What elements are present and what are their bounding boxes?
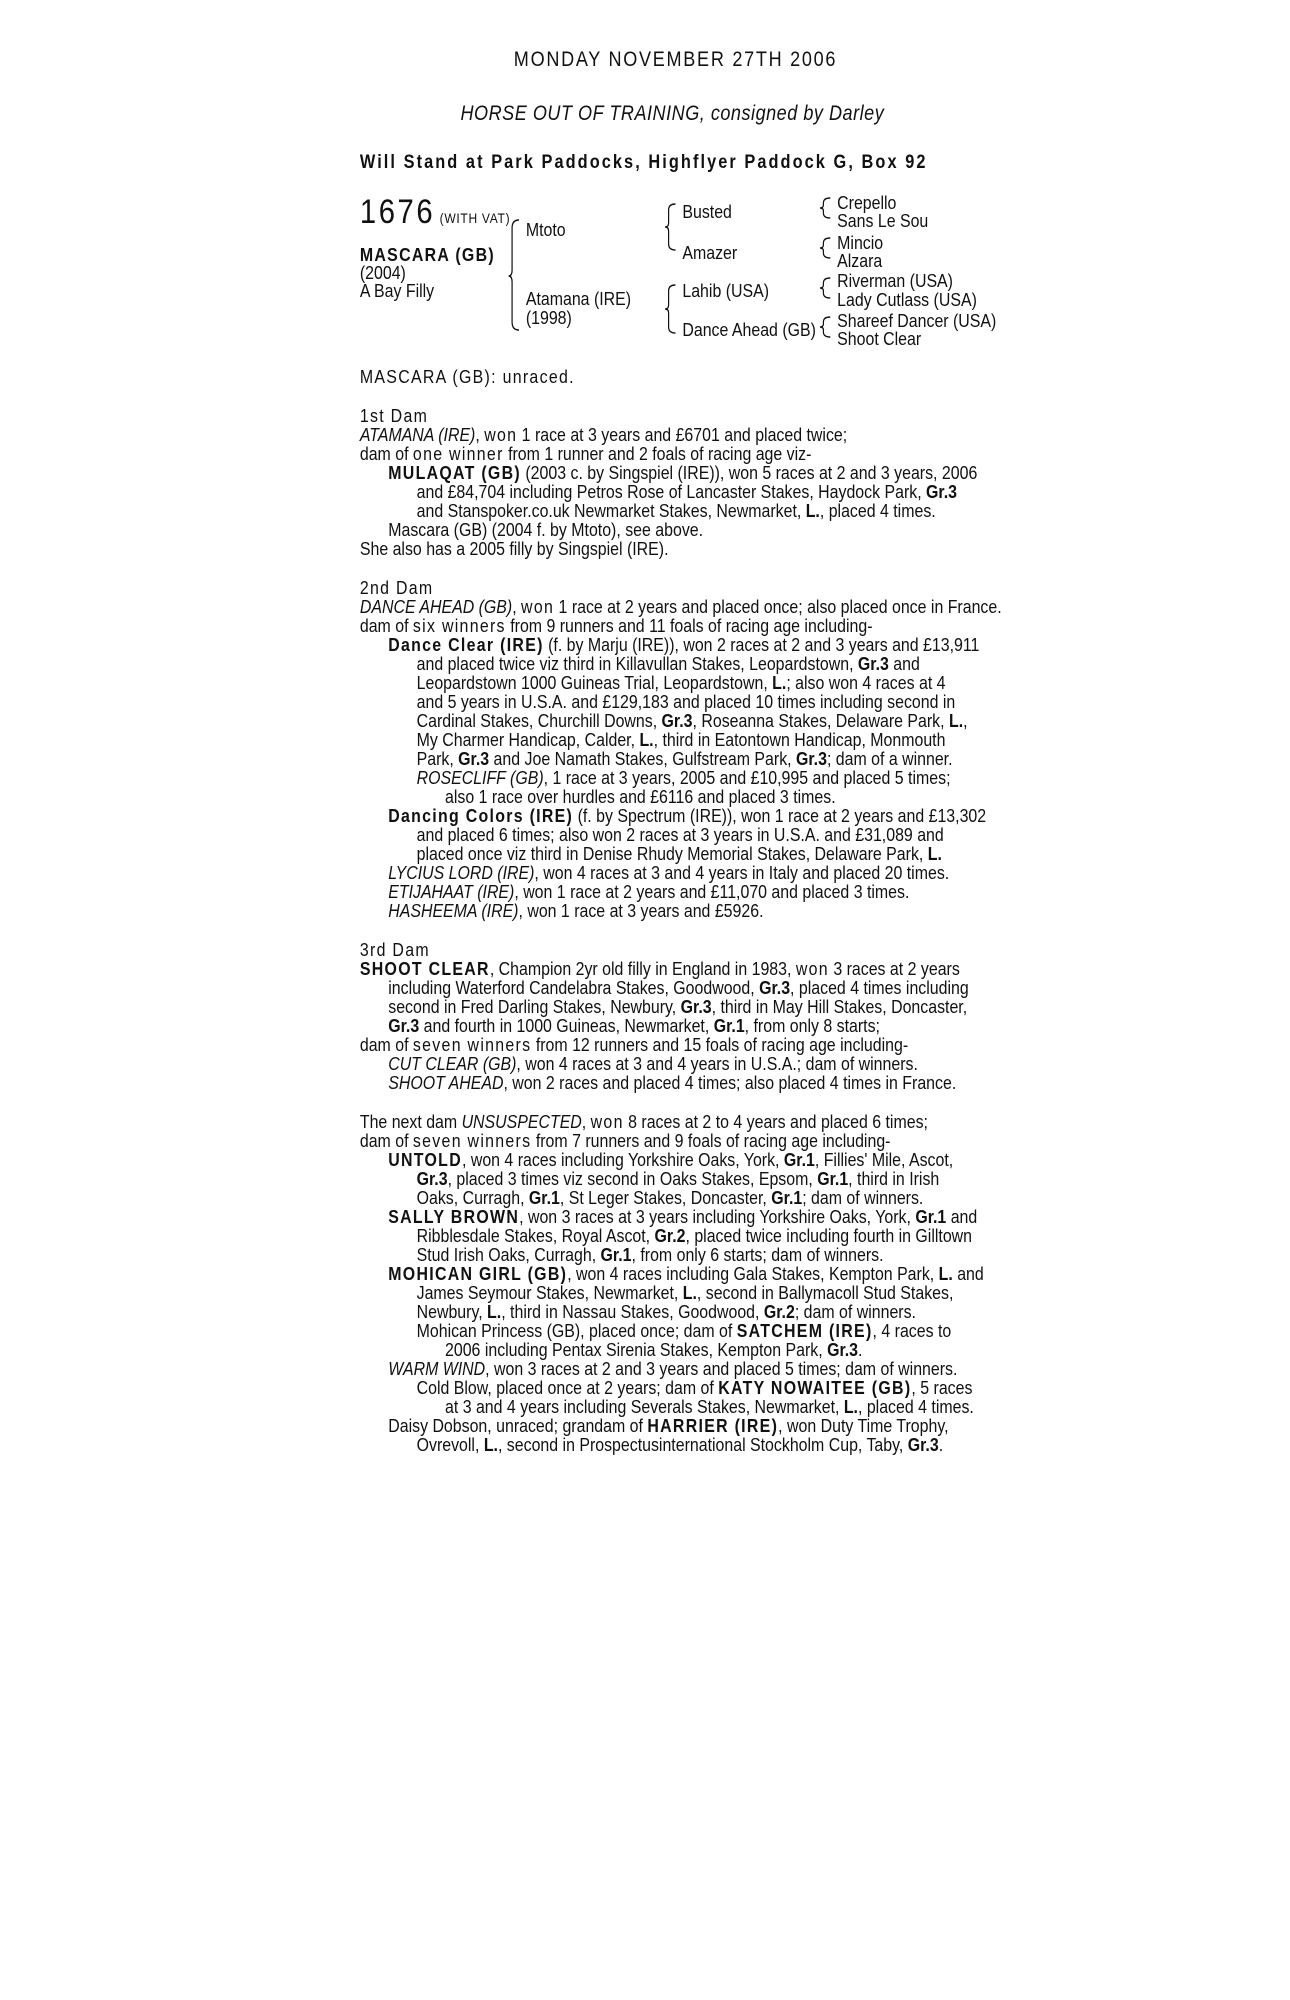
second-dam-line: and placed twice viz third in Killavullan Stakes, Leopardstown, Gr.3 and bbox=[416, 653, 920, 674]
second-dam-line: dam of six winners from 9 runners and 11 foals of racing age including- bbox=[359, 615, 873, 636]
second-dam-line: placed once viz third in Denise Rhudy Memorial Stakes, Delaware Park, L. bbox=[416, 843, 942, 864]
second-dam-line: Dance Clear (IRE) (f. by Marju (IRE)), won 2 races at 2 and 3 years and £13,911 bbox=[388, 634, 980, 655]
third-dam-heading: 3rd Dam bbox=[359, 939, 430, 960]
second-dam-line: Leopardstown 1000 Guineas Trial, Leopardstown, L.; also won 4 races at 4 bbox=[416, 672, 946, 693]
race-record: MASCARA (GB): unraced. bbox=[359, 366, 575, 387]
next-dam-line: WARM WIND, won 3 races at 2 and 3 years and placed 5 times; dam of winners. bbox=[388, 1358, 958, 1379]
first-dam-line: and Stanspoker.co.uk Newmarket Stakes, Newmarket, L., placed 4 times. bbox=[416, 500, 936, 521]
lot-heading bbox=[360, 194, 510, 230]
second-dam-line: My Charmer Handicap, Calder, L., third in Eatontown Handicap, Monmouth bbox=[416, 729, 946, 750]
third-dam-line: including Waterford Candelabra Stakes, Goodwood, Gr.3, placed 4 times including bbox=[388, 977, 969, 998]
pedigree-sire-sire: Busted bbox=[682, 201, 732, 222]
sale-date: MONDAY NOVEMBER 27TH 2006 bbox=[513, 48, 838, 71]
foaling-year: (2004) bbox=[359, 262, 406, 283]
vat-note: (WITH VAT) bbox=[439, 210, 511, 226]
first-dam-heading: 1st Dam bbox=[359, 405, 429, 426]
second-dam-line: Cardinal Stakes, Churchill Downs, Gr.3, Roseanna Stakes, Delaware Park, L., bbox=[416, 710, 968, 731]
pedigree-sire-dam: Amazer bbox=[682, 242, 738, 263]
next-dam-line: James Seymour Stakes, Newmarket, L., second in Ballymacoll Stud Stakes, bbox=[416, 1282, 954, 1303]
first-dam-line: MULAQAT (GB) (2003 c. by Singspiel (IRE)), won 5 races at 2 and 3 years, 2006 bbox=[388, 462, 978, 483]
pedigree-dam-year: (1998) bbox=[525, 307, 572, 328]
next-dam-line: Ovrevoll, L., second in Prospectusinternational Stockholm Cup, Taby, Gr.3. bbox=[416, 1434, 944, 1455]
pedigree-bracket-busted bbox=[820, 196, 832, 220]
next-dam-line: Gr.3, placed 3 times viz second in Oaks Stakes, Epsom, Gr.1, third in Irish bbox=[416, 1168, 940, 1189]
next-dam-line: Mohican Princess (GB), placed once; dam of SATCHEM (IRE), 4 races to bbox=[416, 1320, 952, 1341]
pedigree-bracket-dam bbox=[665, 283, 677, 335]
pedigree-g3-alzara: Alzara bbox=[837, 250, 883, 271]
first-dam-line: Mascara (GB) (2004 f. by Mtoto), see above. bbox=[388, 519, 704, 540]
next-dam-line: SALLY BROWN, won 3 races at 3 years including Yorkshire Oaks, York, Gr.1 and bbox=[388, 1206, 978, 1227]
stand-location: Will Stand at Park Paddocks, Highflyer Paddock G, Box 92 bbox=[359, 152, 928, 173]
second-dam-line: ETIJAHAAT (IRE), won 1 race at 2 years and £11,070 and placed 3 times. bbox=[388, 881, 910, 902]
next-dam-line: 2006 including Pentax Sirenia Stakes, Kempton Park, Gr.3. bbox=[444, 1339, 863, 1360]
pedigree-g3-crepello: Crepello bbox=[837, 192, 897, 213]
catalogue-page bbox=[92, 0, 1201, 2000]
pedigree-bracket-parents bbox=[509, 218, 521, 333]
first-dam-line: She also has a 2005 filly by Singspiel (IRE). bbox=[359, 538, 669, 559]
next-dam-line: MOHICAN GIRL (GB), won 4 races including Gala Stakes, Kempton Park, L. and bbox=[388, 1263, 984, 1284]
second-dam-line: and placed 6 times; also won 2 races at 3 years in U.S.A. and £31,089 and bbox=[416, 824, 944, 845]
next-dam-line: UNTOLD, won 4 races including Yorkshire Oaks, York, Gr.1, Fillies' Mile, Ascot, bbox=[388, 1149, 954, 1170]
pedigree-dam: Atamana (IRE) bbox=[525, 288, 632, 309]
next-dam-line: Ribblesdale Stakes, Royal Ascot, Gr.2, placed twice including fourth in Gilltown bbox=[416, 1225, 973, 1246]
second-dam-heading: 2nd Dam bbox=[359, 577, 434, 598]
lot-number: 1676 bbox=[359, 193, 436, 231]
horse-description: A Bay Filly bbox=[359, 280, 435, 301]
third-dam-line: dam of seven winners from 12 runners and 15 foals of racing age including- bbox=[359, 1034, 909, 1055]
first-dam-line: ATAMANA (IRE), won 1 race at 3 years and £6701 and placed twice; bbox=[359, 424, 848, 445]
pedigree-bracket-lahib bbox=[820, 276, 832, 300]
pedigree-dam-sire: Lahib (USA) bbox=[682, 280, 770, 301]
pedigree-g3-mincio: Mincio bbox=[837, 232, 884, 253]
pedigree-bracket-sire bbox=[665, 202, 677, 252]
pedigree-dam-dam: Dance Ahead (GB) bbox=[682, 319, 816, 340]
next-dam-line: The next dam UNSUSPECTED, won 8 races at 2 to 4 years and placed 6 times; bbox=[359, 1111, 928, 1132]
pedigree-g3-shoot-clear: Shoot Clear bbox=[837, 328, 922, 349]
pedigree-g3-lady-cutlass: Lady Cutlass (USA) bbox=[837, 289, 977, 310]
second-dam-line: ROSECLIFF (GB), 1 race at 3 years, 2005 and £10,995 and placed 5 times; bbox=[416, 767, 951, 788]
third-dam-line: SHOOT CLEAR, Champion 2yr old filly in England in 1983, won 3 races at 2 years bbox=[359, 958, 960, 979]
pedigree-g3-shareef-dancer: Shareef Dancer (USA) bbox=[837, 310, 997, 331]
pedigree-bracket-amazer bbox=[820, 236, 832, 260]
second-dam-line: HASHEEMA (IRE), won 1 race at 3 years and £5926. bbox=[388, 900, 764, 921]
next-dam-line: Cold Blow, placed once at 2 years; dam of KATY NOWAITEE (GB), 5 races bbox=[416, 1377, 973, 1398]
next-dam-line: Stud Irish Oaks, Curragh, Gr.1, from only 6 starts; dam of winners. bbox=[416, 1244, 884, 1265]
second-dam-line: and 5 years in U.S.A. and £129,183 and placed 10 times including second in bbox=[416, 691, 956, 712]
next-dam-line: at 3 and 4 years including Severals Stakes, Newmarket, L., placed 4 times. bbox=[444, 1396, 974, 1417]
pedigree-g3-riverman: Riverman (USA) bbox=[837, 270, 953, 291]
first-dam-line: and £84,704 including Petros Rose of Lancaster Stakes, Haydock Park, Gr.3 bbox=[416, 481, 957, 502]
pedigree-sire: Mtoto bbox=[525, 219, 566, 240]
pedigree-g3-sans-le-sou: Sans Le Sou bbox=[837, 210, 929, 231]
second-dam-line: also 1 race over hurdles and £6116 and placed 3 times. bbox=[444, 786, 836, 807]
third-dam-line: SHOOT AHEAD, won 2 races and placed 4 times; also placed 4 times in France. bbox=[388, 1072, 957, 1093]
pedigree-bracket-dance-ahead bbox=[820, 315, 832, 339]
horse-name: MASCARA (GB) bbox=[359, 244, 495, 265]
second-dam-line: Dancing Colors (IRE) (f. by Spectrum (IRE)), won 1 race at 2 years and £13,302 bbox=[388, 805, 987, 826]
second-dam-line: Park, Gr.3 and Joe Namath Stakes, Gulfstream Park, Gr.3; dam of a winner. bbox=[416, 748, 953, 769]
third-dam-line: Gr.3 and fourth in 1000 Guineas, Newmarket, Gr.1, from only 8 starts; bbox=[388, 1015, 880, 1036]
third-dam-line: CUT CLEAR (GB), won 4 races at 3 and 4 years in U.S.A.; dam of winners. bbox=[388, 1053, 918, 1074]
second-dam-line: LYCIUS LORD (IRE), won 4 races at 3 and 4 years in Italy and placed 20 times. bbox=[388, 862, 950, 883]
third-dam-line: second in Fred Darling Stakes, Newbury, Gr.3, third in May Hill Stakes, Doncaster, bbox=[388, 996, 968, 1017]
next-dam-line: dam of seven winners from 7 runners and 9 foals of racing age including- bbox=[359, 1130, 891, 1151]
consignment-subtitle: HORSE OUT OF TRAINING, consigned by Darley bbox=[460, 102, 885, 125]
next-dam-line: Daisy Dobson, unraced; grandam of HARRIER (IRE), won Duty Time Trophy, bbox=[388, 1415, 949, 1436]
next-dam-line: Oaks, Curragh, Gr.1, St Leger Stakes, Doncaster, Gr.1; dam of winners. bbox=[416, 1187, 924, 1208]
second-dam-line: DANCE AHEAD (GB), won 1 race at 2 years and placed once; also placed once in France. bbox=[359, 596, 1002, 617]
first-dam-line: dam of one winner from 1 runner and 2 foals of racing age viz- bbox=[359, 443, 812, 464]
next-dam-line: Newbury, L., third in Nassau Stakes, Goodwood, Gr.2; dam of winners. bbox=[416, 1301, 916, 1322]
